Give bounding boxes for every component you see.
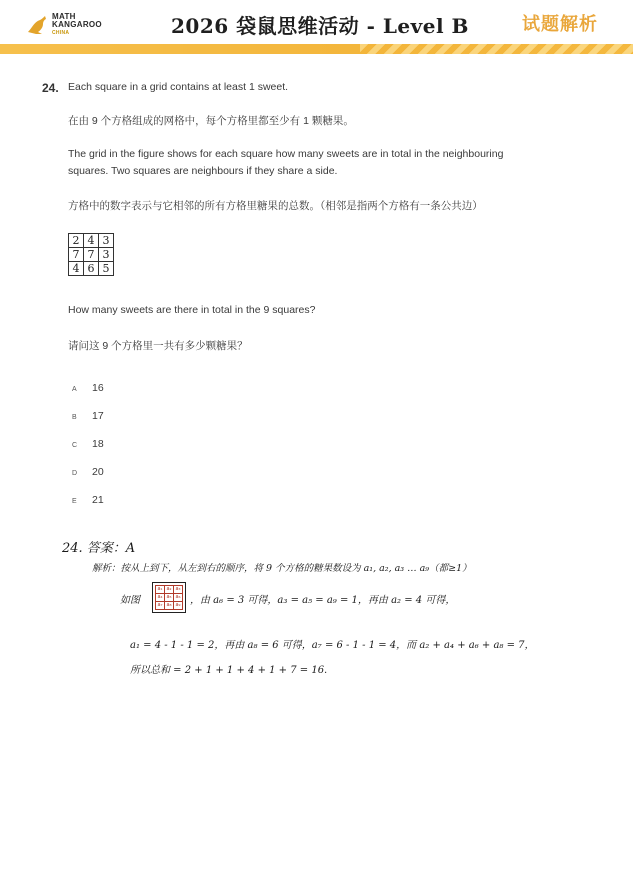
- logo-line-2: KANGAROO: [52, 20, 102, 29]
- option-e-letter: E: [72, 498, 77, 505]
- grid-cell: 7: [69, 248, 84, 262]
- option-b-value: 17: [92, 410, 104, 422]
- option-c-letter: C: [72, 442, 78, 449]
- option-b-letter: B: [72, 414, 77, 421]
- sketch-cell: a₈: [166, 602, 172, 608]
- grid-row: [69, 262, 114, 276]
- option-a-value: 16: [92, 382, 104, 394]
- grid-cell: 5: [99, 262, 114, 276]
- solution-line-4: 所以总和 = 2 + 1 + 1 + 4 + 1 + 7 = 16.: [130, 665, 328, 676]
- grid-cell: 2: [69, 234, 84, 248]
- grid-cell: 6: [84, 262, 99, 276]
- page-header: [0, 0, 633, 50]
- grid-cell: 3: [99, 234, 114, 248]
- sketch-cell: a₃: [175, 586, 181, 592]
- question-text-en-2b: squares. Two squares are neighbours if they share a side.: [68, 165, 338, 177]
- grid-row: [69, 248, 114, 262]
- question-prompt-en: How many sweets are there in total in the 9 squares?: [68, 304, 316, 316]
- sketch-cell: a₁: [157, 586, 163, 592]
- question-text-zh-1: 在由 9 个方格组成的网格中，每个方格里都至少有 1 颗糖果。: [68, 115, 354, 127]
- sketch-cell: a₆: [175, 594, 181, 600]
- section-badge: 试题解析: [522, 14, 598, 35]
- option-d-letter: D: [72, 470, 78, 477]
- sketch-cell: a₄: [157, 594, 163, 600]
- option-c-value: 18: [92, 438, 104, 450]
- grid-cell: 4: [84, 234, 99, 248]
- question-prompt-zh: 请问这 9 个方格里一共有多少颗糖果？: [68, 340, 248, 352]
- grid-cell: 4: [69, 262, 84, 276]
- header-stripe: [0, 44, 633, 54]
- question-text-en-2a: The grid in the figure shows for each square how many sweets are in total in the neighbouring: [68, 148, 504, 160]
- logo-line-1: MATH: [52, 12, 76, 21]
- sketch-cell: a₇: [157, 602, 163, 608]
- sketch-row: [156, 594, 183, 602]
- option-d-value: 20: [92, 466, 104, 478]
- sketch-row: [156, 586, 183, 594]
- logo-line-3: CHINA: [52, 30, 70, 36]
- grid-row: [69, 234, 114, 248]
- sketch-cell: a₂: [166, 586, 172, 592]
- sketch-cell: a₉: [175, 602, 181, 608]
- option-e-value: 21: [92, 494, 104, 506]
- sketch-cell: a₅: [166, 594, 172, 600]
- question-text-zh-2: 方格中的数字表示与它相邻的所有方格里糖果的总数。（相邻是指两个方格有一条公共边）: [68, 200, 483, 212]
- option-a-letter: A: [72, 386, 77, 393]
- grid-cell: 3: [99, 248, 114, 262]
- solution-line-3: a₁ = 4 - 1 - 1 = 2，再由 a₈ = 6 可得，a₇ = 6 - 1 - 1 = 4，而 a₂ + a₄ + a₆ + a₈ = 7，: [130, 640, 535, 651]
- solution-line-2: ，由 a₆ = 3 可得，a₃ = a₅ = a₉ = 1，再由 a₂ = 4 可得，: [190, 595, 456, 606]
- question-text-en-1: Each square in a grid contains at least 1 sweet.: [68, 81, 289, 93]
- number-grid: [68, 233, 114, 276]
- kangaroo-icon: [26, 14, 48, 36]
- page-title: 2026 袋鼠思维活动 - Level B: [171, 14, 469, 38]
- sketch-row: [156, 602, 183, 610]
- labeled-grid-sketch: [155, 585, 183, 610]
- question-number: 24.: [42, 81, 59, 95]
- logo-text: [52, 13, 102, 37]
- solution-line-2-prefix: 如图: [120, 595, 140, 606]
- math-kangaroo-logo: [26, 12, 116, 40]
- solution-answer: 24. 答案：A: [62, 541, 136, 556]
- solution-line-1: 解析：按从上到下，从左到右的顺序，将 9 个方格的糖果数设为 a₁, a₂, a₃ … a₉（都≥1）: [92, 563, 472, 574]
- grid-cell: 7: [84, 248, 99, 262]
